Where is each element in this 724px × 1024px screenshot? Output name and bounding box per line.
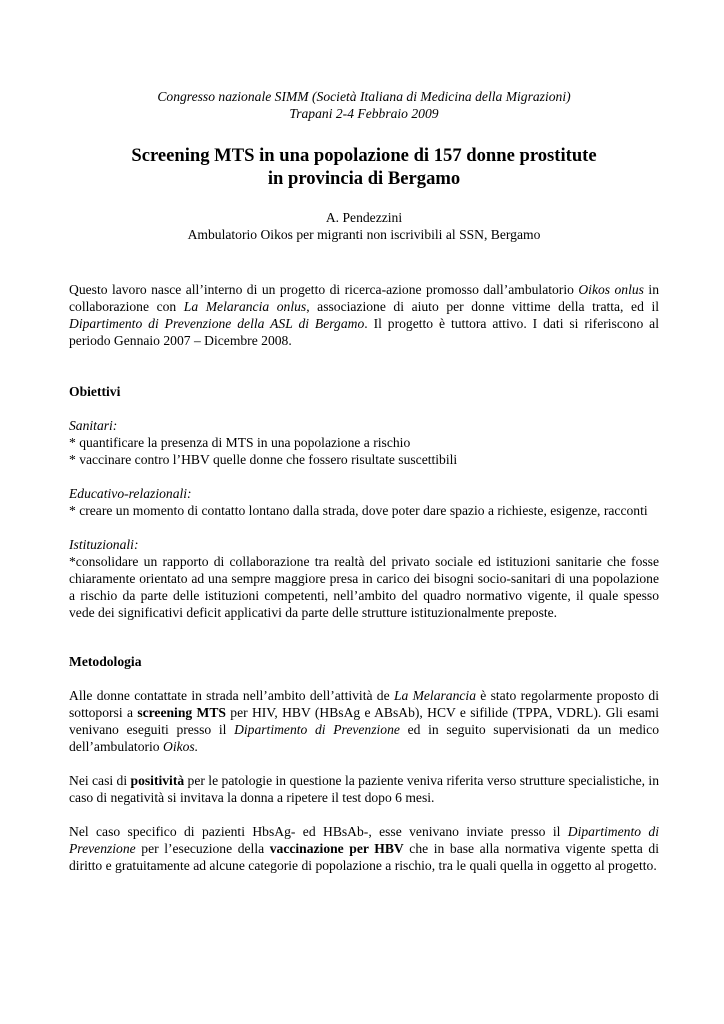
emphasis-text: La Melarancia onlus [183,299,307,314]
author-affiliation: Ambulatorio Oikos per migranti non iscrivibili al SSN, Bergamo [187,227,541,242]
author-name: A. Pendezzini [325,210,403,225]
subheading-educativo: Educativo-relazionali: [69,486,192,501]
text-run: in collaborazione con [69,282,659,314]
section-heading-obiettivi: Obiettivi [69,384,121,399]
list-item: * creare un momento di contatto lontano dalla strada, dove poter dare spazio a richieste, esigenze, racconti [69,503,648,518]
strong-text: screening MTS [137,705,226,720]
text-run: , associazione di aiuto per donne vittime della tratta, ed il [306,299,659,314]
emphasis-text: Oikos onlus [578,282,644,297]
text-run: per l’esecuzione della [135,841,270,856]
section-heading-metodologia: Metodologia [69,654,142,669]
text-run: Alle donne contattate in strada nell’ambito dell’attività de [69,688,394,703]
subheading-istituzionali: Istituzionali: [69,537,139,552]
text-run: Questo lavoro nasce all’interno di un progetto di ricerca-azione promosso dall’ambulatorio [69,282,579,297]
strong-text: vaccinazione per HBV [269,841,404,856]
emphasis-text: Dipartimento di Prevenzione [69,824,659,856]
conference-header [69,88,659,122]
author-block [69,209,659,243]
title-line-2: in provincia di Bergamo [267,168,461,189]
istituzionali-paragraph: *consolidare un rapporto di collaborazione tra realtà del privato sociale ed istituzioni sanitarie che fosse chiaramente orientato ad una sempre maggiore presa in carico dei bisogni socio-sanitari di una popolazione a rischio da parte delle istituzioni competenti, nell’ambito del quadro normativo vigente, il quale spesso vede dei significativi deficit applicativi da parte delle strutture istituzionalmente preposte. [69,554,659,620]
list-item: * vaccinare contro l’HBV quelle donne che fossero risultate suscettibili [69,452,458,467]
text-run: è stato regolarmente proposto di sottoporsi a [69,688,660,720]
emphasis-text: Dipartimento di Prevenzione [234,722,400,737]
text-run: Nel caso specifico di pazienti HbsAg- ed HBsAb-, esse venivano inviate presso il [69,824,568,839]
metodologia-paragraph-2 [69,772,659,806]
list-item: * quantificare la presenza di MTS in una popolazione a rischio [69,435,411,450]
conference-name: Congresso nazionale SIMM (Società Italiana di Medicina della Migrazioni) [157,89,571,104]
conference-date: Trapani 2-4 Febbraio 2009 [289,106,439,121]
subheading-sanitari: Sanitari: [69,418,118,433]
document-title [69,144,659,190]
intro-paragraph [69,281,659,349]
text-run: per HIV, HBV (HBsAg e ABsAb), HCV e sifilide (TPPA, VDRL). Gli esami venivano eseguiti presso il [69,705,659,737]
metodologia-paragraph-1 [69,687,659,755]
metodologia-paragraph-3 [69,823,659,874]
emphasis-text: Oikos. [163,739,199,754]
text-run: Nei casi di [69,773,131,788]
text-run: . Il progetto è tuttora attivo. I dati si riferiscono al periodo Gennaio 2007 – Dicembre 2008. [69,316,659,348]
title-line-1: Screening MTS in una popolazione di 157 donne prostitute [131,145,597,166]
emphasis-text: La Melarancia [393,688,477,703]
text-run: che in base alla normativa vigente spetta di diritto e gratuitamente ad alcune categorie di popolazione a rischio, tra le quali quella in oggetto al progetto. [69,841,659,873]
emphasis-text: Dipartimento di Prevenzione della ASL di Bergamo [69,316,365,331]
text-run: per le patologie in questione la paziente veniva riferita verso strutture specialistiche, in caso di negatività si invitava la donna a ripetere il test dopo 6 mesi. [69,773,660,805]
text-run: ed in seguito supervisionati da un medico dell’ambulatorio [69,722,659,754]
strong-text: positività [130,773,185,788]
